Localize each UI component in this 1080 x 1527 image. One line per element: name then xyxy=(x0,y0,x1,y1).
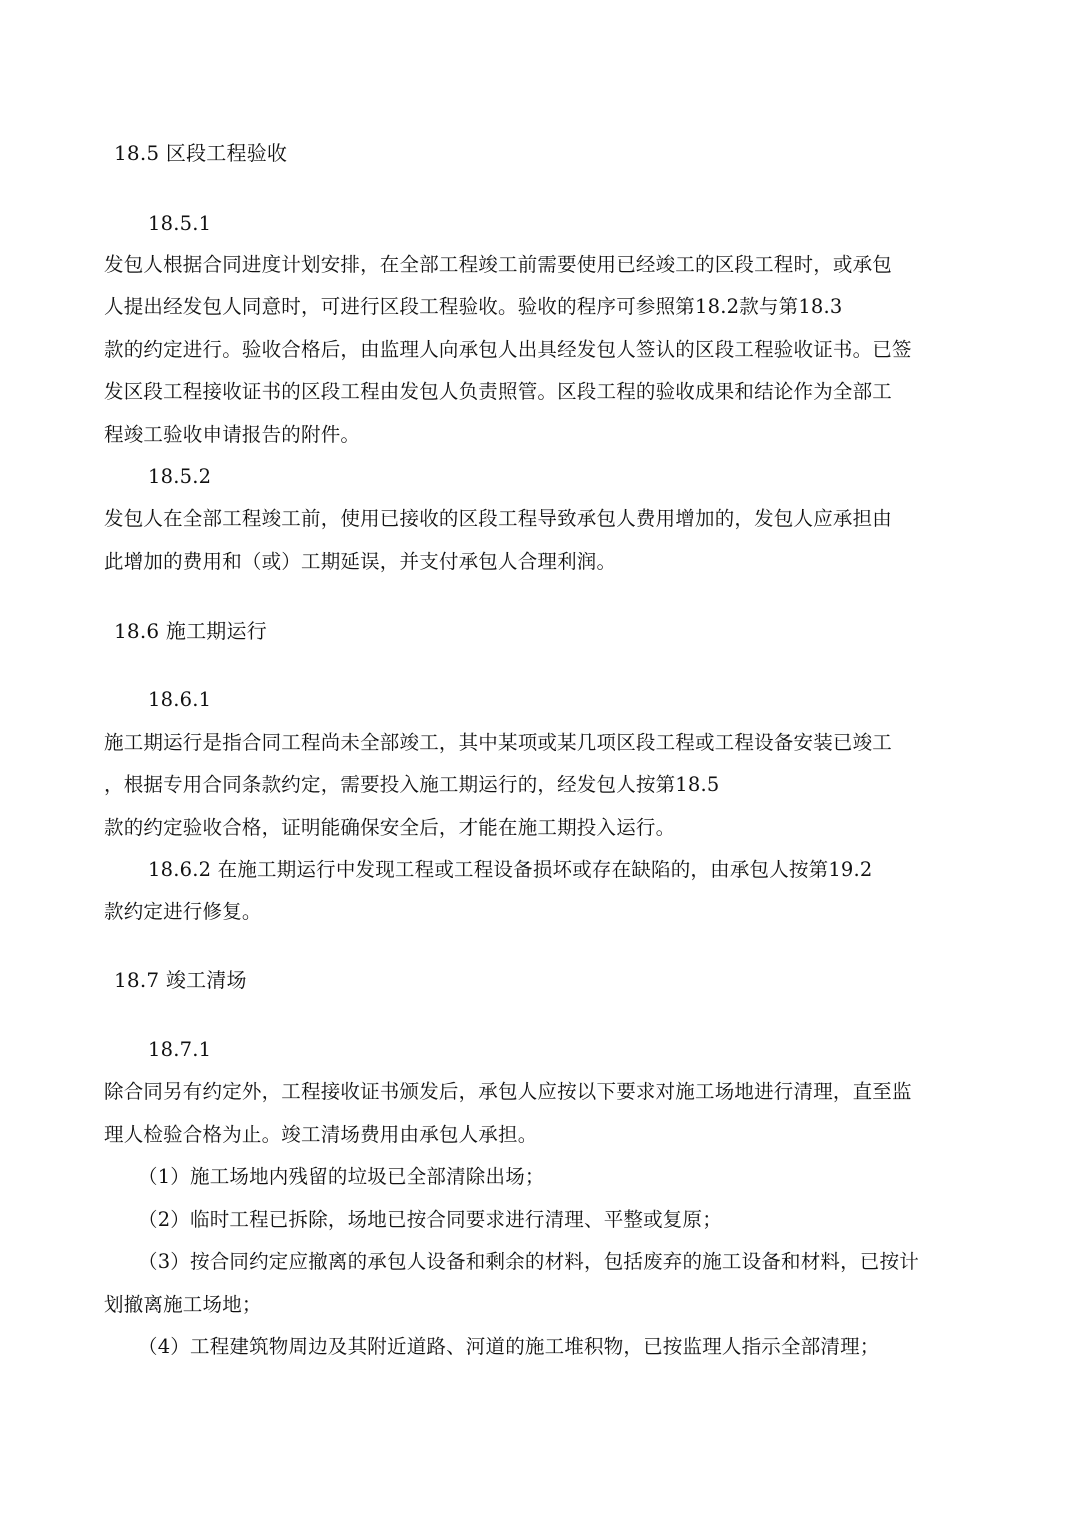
body-text-line: 发包人根据合同进度计划安排，在全部工程竣工前需要使用已经竣工的区段工程时，或承包 xyxy=(104,253,893,276)
body-text-line: 款的约定进行。验收合格后，由监理人向承包人出具经发包人签认的区段工程验收证书。已签 xyxy=(104,338,912,361)
section-heading: 18.5 区段工程验收 xyxy=(114,141,288,165)
section-heading: 18.7 竣工清场 xyxy=(114,968,247,992)
body-text-line: 程竣工验收申请报告的附件。 xyxy=(104,423,361,446)
clause-number: 18.5.2 xyxy=(148,465,212,488)
list-item: （1）施工场地内残留的垃圾已全部清除出场； xyxy=(138,1165,545,1188)
body-text-line: 人提出经发包人同意时，可进行区段工程验收。验收的程序可参照第18.2款与第18.3 xyxy=(104,295,843,318)
clause-number: 18.7.1 xyxy=(148,1038,212,1061)
body-text-line: 发包人在全部工程竣工前，使用已接收的区段工程导致承包人费用增加的，发包人应承担由 xyxy=(104,507,893,530)
body-text-line: 发区段工程接收证书的区段工程由发包人负责照管。区段工程的验收成果和结论作为全部工 xyxy=(104,380,893,403)
body-text-line: ，根据专用合同条款约定，需要投入施工期运行的，经发包人按第18.5 xyxy=(104,773,720,796)
section-heading: 18.6 施工期运行 xyxy=(114,619,267,643)
body-text-line: 18.6.2 在施工期运行中发现工程或工程设备损坏或存在缺陷的，由承包人按第19.2 xyxy=(148,858,873,881)
body-text-line: 款的约定验收合格，证明能确保安全后，才能在施工期投入运行。 xyxy=(104,816,676,839)
body-text-line: 除合同另有约定外，工程接收证书颁发后，承包人应按以下要求对施工场地进行清理，直至监 xyxy=(104,1080,912,1103)
list-item: （2）临时工程已拆除，场地已按合同要求进行清理、平整或复原； xyxy=(138,1208,722,1231)
body-text-line: 施工期运行是指合同工程尚未全部竣工，其中某项或某几项区段工程或工程设备安装已竣工 xyxy=(104,731,893,754)
body-text-line: 此增加的费用和（或）工期延误，并支付承包人合理利润。 xyxy=(104,550,617,573)
body-text-line: 款约定进行修复。 xyxy=(104,900,262,923)
list-item: （4）工程建筑物周边及其附近道路、河道的施工堆积物，已按监理人指示全部清理； xyxy=(138,1335,880,1358)
clause-number: 18.5.1 xyxy=(148,212,212,235)
list-item: （3）按合同约定应撤离的承包人设备和剩余的材料，包括废弃的施工设备和材料，已按计 xyxy=(138,1250,919,1273)
body-text-line: 理人检验合格为止。竣工清场费用由承包人承担。 xyxy=(104,1123,538,1146)
clause-number: 18.6.1 xyxy=(148,688,212,711)
list-item-continuation: 划撤离施工场地； xyxy=(104,1293,262,1316)
